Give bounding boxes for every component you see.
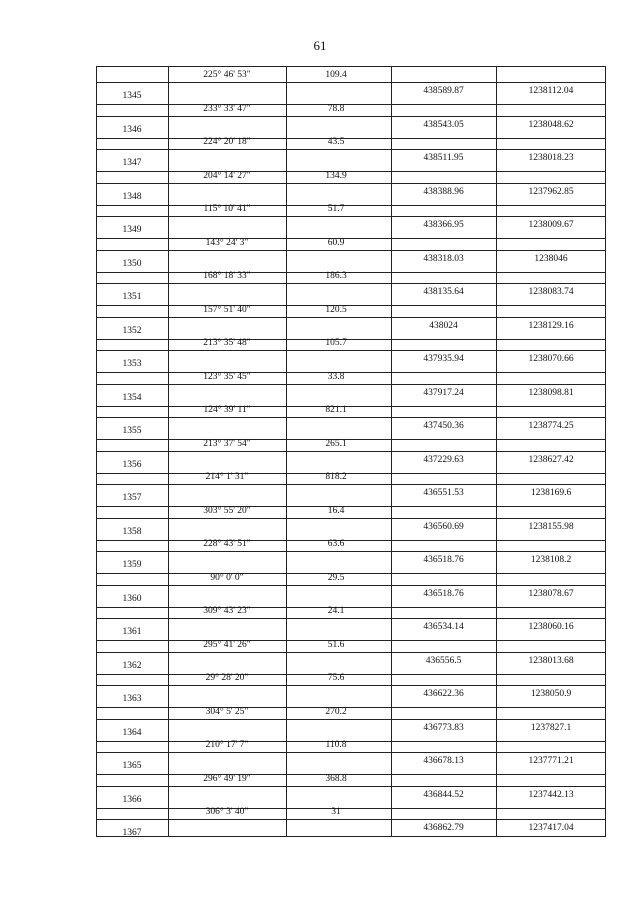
bearing-angle-cell: 304° 5' 25" — [205, 706, 249, 717]
x-coordinate-cell: 436556.5 — [425, 655, 462, 666]
point-number-cell: 1354 — [122, 392, 142, 403]
distance-cell: 109.4 — [325, 70, 347, 80]
x-coordinate-cell: 438366.95 — [423, 220, 464, 230]
distance-cell: 63.6 — [327, 539, 345, 549]
y-coordinate-cell: 1238627.42 — [528, 454, 574, 465]
table-top-border — [96, 66, 606, 67]
y-coordinate-cell: 1238046 — [534, 253, 568, 264]
table-bottom-border — [96, 836, 606, 837]
row-divider — [96, 116, 606, 117]
bearing-angle-cell: 213° 37' 54" — [203, 438, 251, 449]
y-coordinate-cell: 1238083.74 — [528, 287, 574, 297]
x-coordinate-cell: 436534.14 — [423, 622, 464, 632]
y-coordinate-cell: 1237827.1 — [530, 722, 572, 733]
row-divider — [96, 283, 606, 284]
bearing-angle-cell: 224° 20' 18" — [203, 137, 251, 147]
row-divider — [96, 350, 606, 351]
row-divider — [96, 551, 606, 552]
y-coordinate-cell: 1238774.25 — [528, 421, 574, 431]
row-divider — [96, 183, 606, 184]
bearing-angle-cell: 168° 18' 33" — [203, 271, 251, 281]
row-divider — [96, 250, 606, 251]
point-number-cell: 1350 — [122, 258, 142, 269]
bearing-angle-cell: 115° 10' 41" — [203, 204, 251, 214]
distance-cell: 105.7 — [325, 338, 347, 348]
bearing-angle-cell: 225° 46' 53" — [203, 70, 251, 80]
row-divider — [96, 819, 606, 820]
survey-coordinates-table — [96, 66, 606, 837]
x-coordinate-cell: 436862.79 — [423, 823, 464, 833]
point-number-cell: 1346 — [122, 124, 142, 135]
distance-cell: 120.5 — [325, 304, 347, 315]
row-divider — [96, 652, 606, 653]
x-coordinate-cell: 438388.96 — [423, 186, 464, 197]
x-coordinate-cell: 437450.36 — [423, 421, 464, 431]
bearing-angle-cell: 296° 49' 19" — [203, 773, 251, 784]
row-divider — [96, 685, 606, 686]
bearing-angle-cell: 210° 17' 7" — [205, 740, 249, 750]
y-coordinate-cell: 1237771.21 — [528, 756, 574, 766]
x-coordinate-cell: 436518.76 — [423, 555, 464, 565]
point-number-cell: 1345 — [122, 91, 142, 101]
point-number-cell: 1351 — [122, 292, 142, 302]
distance-cell: 75.6 — [327, 673, 345, 683]
row-divider — [96, 417, 606, 418]
row-divider — [96, 786, 606, 787]
x-coordinate-cell: 436560.69 — [423, 521, 464, 532]
point-number-cell: 1349 — [122, 225, 142, 235]
y-coordinate-cell: 1238018.23 — [528, 153, 574, 163]
y-coordinate-cell: 1238098.81 — [528, 387, 574, 398]
y-coordinate-cell: 1238129.16 — [528, 320, 574, 331]
y-coordinate-cell: 1238050.9 — [530, 689, 572, 699]
y-coordinate-cell: 1237962.85 — [528, 186, 574, 197]
point-number-cell: 1365 — [122, 761, 142, 771]
y-coordinate-cell: 1238169.6 — [530, 488, 572, 498]
row-divider — [96, 149, 606, 150]
point-number-cell: 1362 — [122, 660, 142, 671]
x-coordinate-cell: 436773.83 — [423, 722, 464, 733]
x-coordinate-cell: 436518.76 — [423, 588, 464, 599]
x-coordinate-cell: 437917.24 — [423, 387, 464, 398]
bearing-angle-cell: 157° 51' 40" — [203, 304, 251, 315]
x-coordinate-cell: 438135.64 — [423, 287, 464, 297]
row-divider — [96, 82, 606, 83]
point-number-cell: 1363 — [122, 694, 142, 704]
distance-cell: 110.8 — [325, 740, 347, 750]
y-coordinate-cell: 1238078.67 — [528, 588, 574, 599]
y-coordinate-cell: 1238155.98 — [528, 521, 574, 532]
bearing-angle-cell: 29° 28' 20" — [205, 673, 249, 683]
distance-cell: 818.2 — [325, 472, 347, 482]
x-coordinate-cell: 436844.52 — [423, 789, 464, 800]
row-divider — [96, 216, 606, 217]
point-number-cell: 1355 — [122, 426, 142, 436]
row-divider — [96, 719, 606, 720]
bearing-angle-cell: 123° 35' 45" — [203, 371, 251, 382]
distance-cell: 33.8 — [327, 371, 345, 382]
row-divider — [96, 484, 606, 485]
bearing-angle-cell: 306° 3' 40" — [205, 807, 249, 817]
row-divider — [96, 317, 606, 318]
x-coordinate-cell: 437229.63 — [423, 454, 464, 465]
y-coordinate-cell: 1238108.2 — [530, 555, 572, 565]
y-coordinate-cell: 1237417.04 — [528, 823, 574, 833]
point-number-cell: 1360 — [122, 593, 142, 604]
point-number-cell: 1347 — [122, 158, 142, 168]
y-coordinate-cell: 1238009.67 — [528, 220, 574, 230]
point-number-cell: 1356 — [122, 459, 142, 470]
y-coordinate-cell: 1238013.68 — [528, 655, 574, 666]
bearing-angle-cell: 124° 39' 11" — [203, 405, 251, 415]
distance-cell: 78.8 — [327, 103, 345, 114]
y-coordinate-cell: 1238060.16 — [528, 622, 574, 632]
distance-cell: 31 — [331, 807, 341, 817]
point-number-cell: 1364 — [122, 727, 142, 738]
bearing-angle-cell: 309° 43' 23" — [203, 606, 251, 616]
distance-cell: 186.3 — [325, 271, 347, 281]
distance-cell: 821.1 — [325, 405, 347, 415]
x-coordinate-cell: 436551.53 — [423, 488, 464, 498]
point-number-cell: 1348 — [122, 191, 142, 202]
point-number-cell: 1359 — [122, 560, 142, 570]
x-coordinate-cell: 438024 — [429, 320, 458, 331]
distance-cell: 51.6 — [327, 639, 345, 650]
bearing-angle-cell: 213° 35' 48" — [203, 338, 251, 348]
distance-cell: 24.1 — [327, 606, 345, 616]
row-divider — [96, 518, 606, 519]
x-coordinate-cell: 437935.94 — [423, 354, 464, 364]
distance-cell: 60.9 — [327, 237, 345, 248]
point-number-cell: 1357 — [122, 493, 142, 503]
distance-cell: 265.1 — [325, 438, 347, 449]
x-coordinate-cell: 438511.95 — [423, 153, 464, 163]
y-coordinate-cell: 1237442.13 — [528, 789, 574, 800]
point-number-cell: 1353 — [122, 359, 142, 369]
row-divider — [96, 618, 606, 619]
distance-cell: 43.5 — [327, 137, 345, 147]
distance-cell: 16.4 — [327, 505, 345, 516]
row-divider — [96, 585, 606, 586]
bearing-angle-cell: 233° 33' 47" — [203, 103, 251, 114]
x-coordinate-cell: 436622.36 — [423, 689, 464, 699]
bearing-angle-cell: 295° 41' 26" — [203, 639, 251, 650]
x-coordinate-cell: 438589.87 — [423, 86, 464, 96]
page-number: 61 — [313, 38, 327, 53]
bearing-angle-cell: 143° 24' 3" — [205, 237, 249, 248]
x-coordinate-cell: 438318.03 — [423, 253, 464, 264]
x-coordinate-cell: 436678.13 — [423, 756, 464, 766]
row-divider — [96, 384, 606, 385]
bearing-angle-cell: 303° 55' 20" — [203, 505, 251, 516]
distance-cell: 134.9 — [325, 170, 347, 181]
y-coordinate-cell: 1238112.04 — [528, 86, 574, 96]
row-divider — [96, 451, 606, 452]
bearing-angle-cell: 214° 1' 31" — [205, 472, 249, 482]
distance-cell: 368.8 — [325, 773, 347, 784]
point-number-cell: 1367 — [122, 828, 142, 838]
y-coordinate-cell: 1238048.62 — [528, 119, 574, 130]
row-divider — [96, 752, 606, 753]
distance-cell: 270.2 — [325, 706, 347, 717]
distance-cell: 29.5 — [327, 572, 345, 583]
y-coordinate-cell: 1238070.66 — [528, 354, 574, 364]
point-number-cell: 1352 — [122, 325, 142, 336]
bearing-angle-cell: 228° 43' 51" — [203, 539, 251, 549]
distance-cell: 51.7 — [327, 204, 345, 214]
bearing-angle-cell: 204° 14' 27" — [203, 170, 251, 181]
point-number-cell: 1361 — [122, 627, 142, 637]
x-coordinate-cell: 438543.05 — [423, 119, 464, 130]
point-number-cell: 1358 — [122, 526, 142, 537]
bearing-angle-cell: 90° 0' 0" — [210, 572, 244, 583]
point-number-cell: 1366 — [122, 794, 142, 805]
